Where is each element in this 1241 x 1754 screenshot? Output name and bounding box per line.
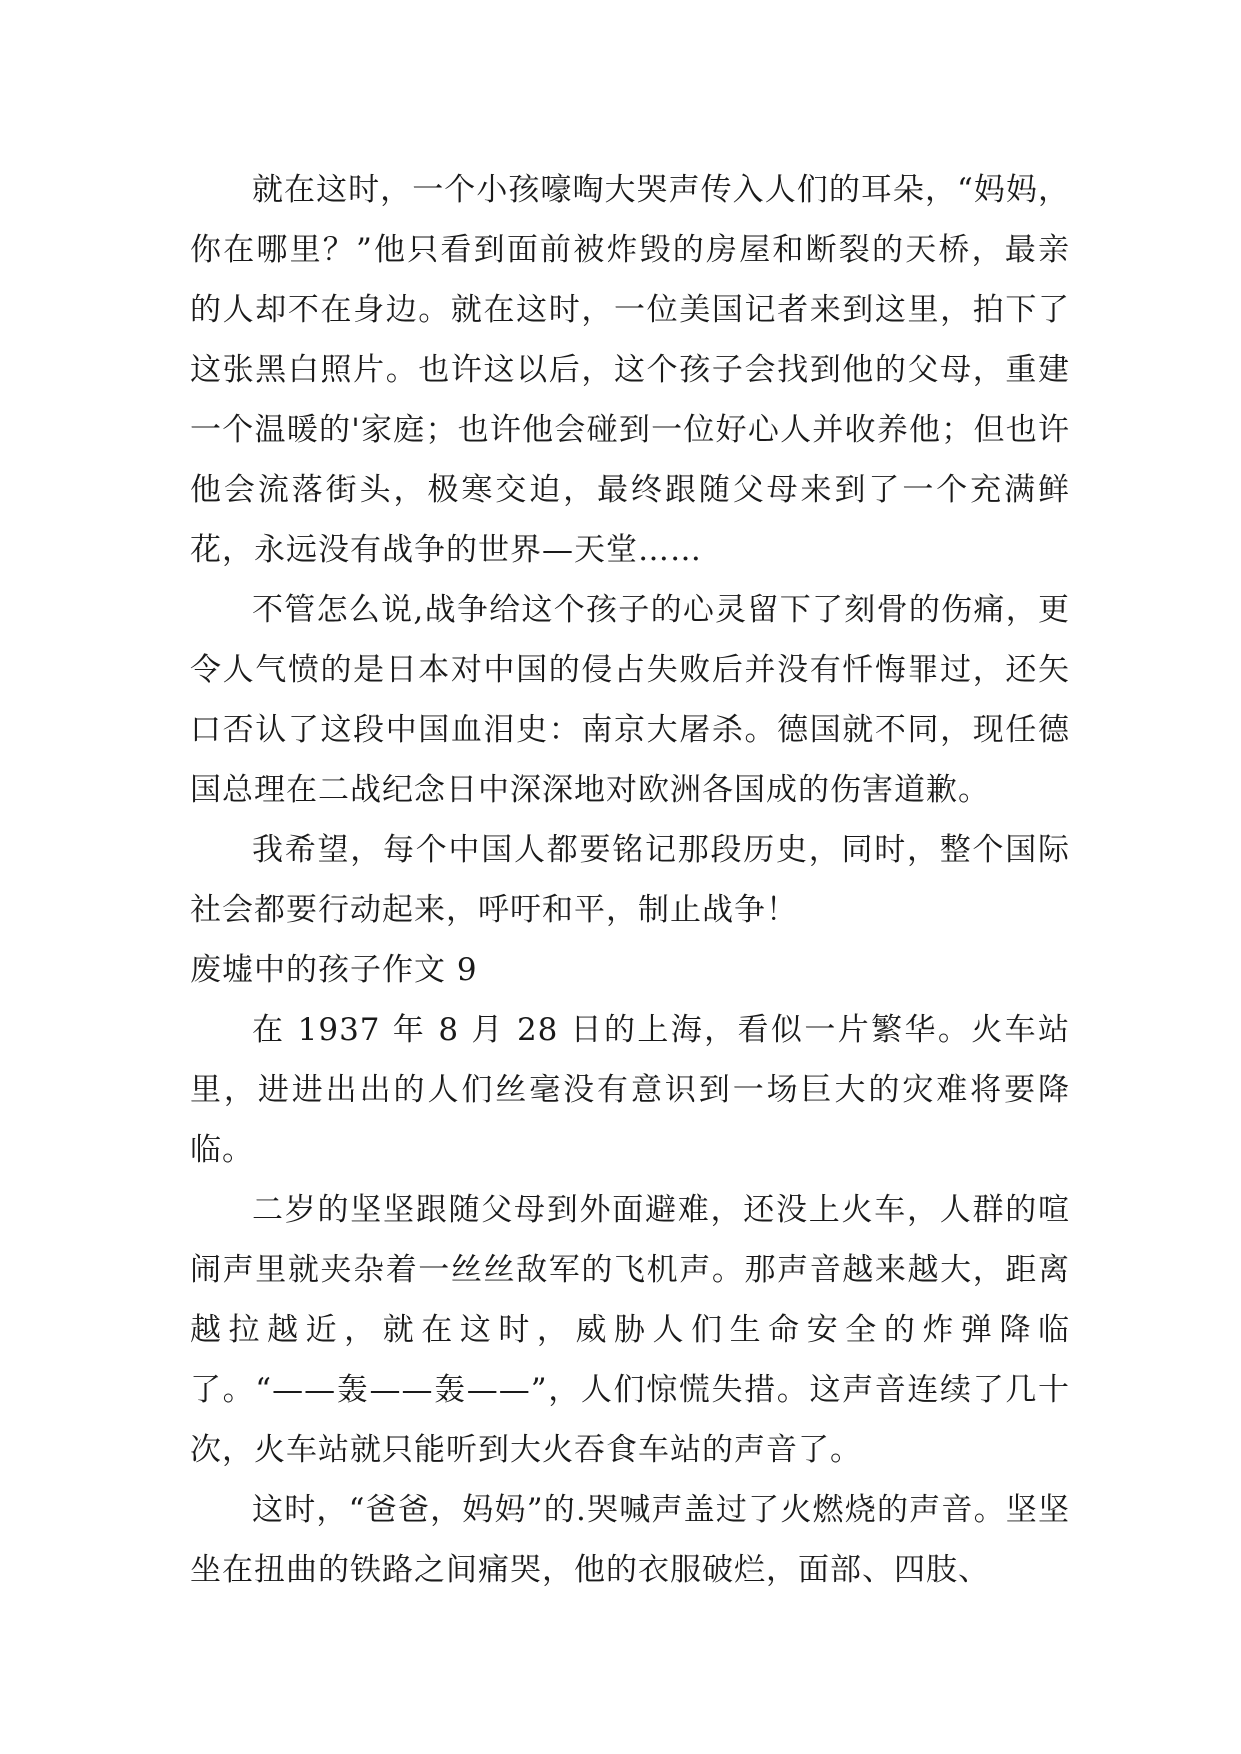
document-body (190, 160, 1070, 1600)
section-title: 废墟中的孩子作文 9 (190, 952, 478, 988)
paragraph-2: 不管怎么说,战争给这个孩子的心灵留下了刻骨的伤痛，更令人气愤的是日本对中国的侵占失败后并没有忏悔罪过，还矢口否认了这段中国血泪史：南京大屠杀。德国就不同，现任德国总理在二战纪念日中深深地对欧洲各国成的伤害道歉。 (190, 592, 1070, 808)
paragraph-1: 就在这时，一个小孩嚎啕大哭声传入人们的耳朵，“妈妈，你在哪里？”他只看到面前被炸毁的房屋和断裂的天桥，最亲的人却不在身边。就在这时，一位美国记者来到这里，拍下了这张黑白照片。也许这以后，这个孩子会找到他的父母，重建一个温暖的'家庭；也许他会碰到一位好心人并收养他；但也许他会流落街头，极寒交迫，最终跟随父母来到了一个充满鲜花，永远没有战争的世界—天堂…… (190, 172, 1070, 568)
section-paragraph-3: 这时，“爸爸，妈妈”的.哭喊声盖过了火燃烧的声音。坚坚坐在扭曲的铁路之间痛哭，他的衣服破烂，面部、四肢、 (190, 1492, 1070, 1588)
section-paragraph-1: 在 1937 年 8 月 28 日的上海，看似一片繁华。火车站里，进进出出的人们丝毫没有意识到一场巨大的灾难将要降临。 (190, 1012, 1070, 1168)
section-paragraph-2: 二岁的坚坚跟随父母到外面避难，还没上火车，人群的喧闹声里就夹杂着一丝丝敌军的飞机声。那声音越来越大，距离越拉越近，就在这时，威胁人们生命安全的炸弹降临了。“——轰——轰——”，人们惊慌失措。这声音连续了几十次，火车站就只能听到大火吞食车站的声音了。 (190, 1192, 1070, 1468)
paragraph-3: 我希望，每个中国人都要铭记那段历史，同时，整个国际社会都要行动起来，呼吁和平，制止战争！ (190, 832, 1070, 928)
